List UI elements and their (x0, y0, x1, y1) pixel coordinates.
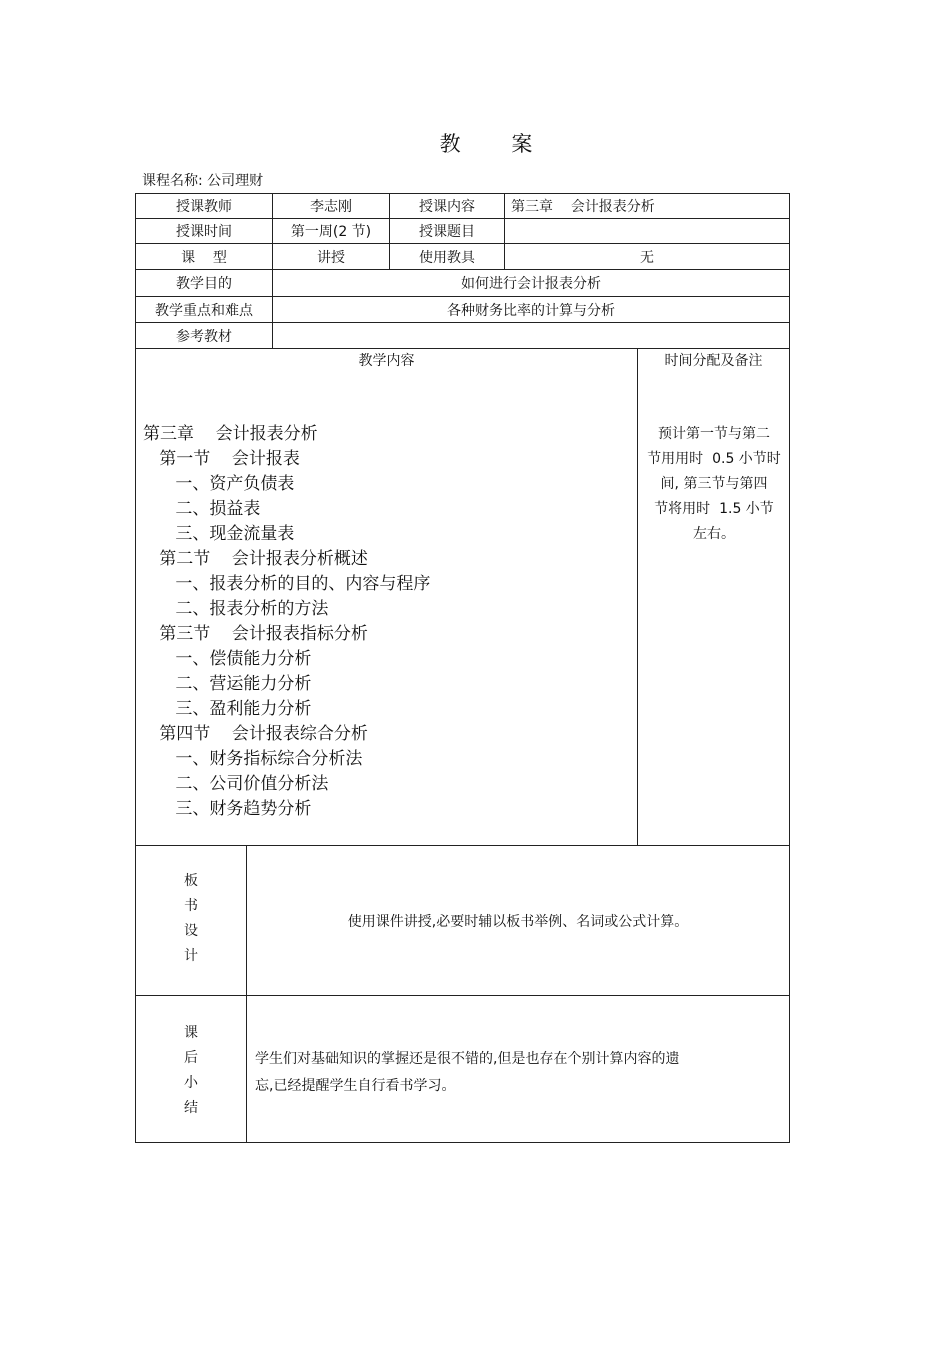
reference-label: 参考教材 (176, 328, 232, 345)
summary-label-char: 后 (184, 1050, 198, 1066)
board-label-char: 板 (184, 873, 198, 889)
board-label-char: 设 (184, 923, 198, 939)
outline-line: 三、财务趋势分析 (143, 799, 312, 819)
summary-label-char: 小 (184, 1075, 198, 1091)
board-label (136, 869, 246, 969)
course-name-line (142, 170, 263, 190)
time-note-line: 预计第一节与第二 (658, 426, 770, 442)
time-header: 时间分配及备注 (664, 353, 763, 369)
outline-line: 三、现金流量表 (143, 524, 295, 544)
lesson-plan-table (135, 193, 790, 1143)
summary-line: 学生们对基础知识的掌握还是很不错的,但是也存在个别计算内容的遗 (255, 1051, 680, 1067)
outline-line: 第四节 会计报表综合分析 (143, 724, 368, 744)
board-label-char: 计 (184, 948, 198, 964)
outline-line: 第三节 会计报表指标分析 (143, 624, 368, 644)
course-name: 公司理财 (207, 173, 264, 189)
outline-line: 第二节 会计报表分析概述 (143, 549, 368, 569)
outline-line: 二、营运能力分析 (143, 674, 312, 694)
outline-line: 一、偿债能力分析 (143, 649, 312, 669)
summary-line: 忘,已经提醒学生自行看书学习。 (255, 1078, 456, 1094)
time-note-line: 节用用时 0.5 小节时 (647, 451, 781, 467)
content-outline (143, 422, 430, 822)
focus-label: 教学重点和难点 (155, 302, 253, 319)
goal-label: 教学目的 (176, 276, 232, 292)
board-label-char: 书 (184, 898, 198, 914)
summary-label-char: 课 (184, 1025, 198, 1041)
outline-line: 第一节 会计报表 (143, 449, 300, 469)
tools-label: 使用教具 (419, 249, 475, 266)
reference-value (273, 323, 789, 348)
summary-label (136, 1021, 246, 1121)
teacher-value: 李志刚 (310, 199, 352, 215)
page-title: 教 案 (439, 132, 555, 156)
outline-line: 一、财务指标综合分析法 (143, 749, 363, 769)
time-note-line: 节将用时 1.5 小节 (654, 501, 774, 517)
outline-line: 第三章 会计报表分析 (143, 424, 318, 444)
outline-line: 二、损益表 (143, 499, 261, 519)
goal-value: 如何进行会计报表分析 (461, 276, 601, 292)
tools-value: 无 (640, 249, 654, 266)
content-value: 第三章 会计报表分析 (511, 199, 655, 215)
content-label: 授课内容 (419, 199, 475, 215)
outline-line: 二、报表分析的方法 (143, 599, 329, 619)
outline-line: 一、资产负债表 (143, 474, 295, 494)
summary-label-char: 结 (184, 1100, 198, 1116)
focus-value: 各种财务比率的计算与分析 (447, 302, 615, 319)
time-note-line: 左右。 (693, 526, 735, 542)
topic-value (505, 219, 789, 243)
board-text: 使用课件讲授,必要时辅以板书举例、名词或公式计算。 (347, 913, 689, 930)
outline-line: 一、报表分析的目的、内容与程序 (143, 574, 431, 594)
time-note-line: 间, 第三节与第四 (660, 476, 768, 492)
outline-line: 二、公司价值分析法 (143, 774, 329, 794)
time-value: 第一周(2 节) (290, 224, 372, 240)
outline-line: 三、盈利能力分析 (143, 699, 312, 719)
topic-label: 授课题目 (419, 224, 475, 240)
type-value: 讲授 (317, 249, 345, 266)
content-header: 教学内容 (358, 353, 415, 369)
time-note (644, 422, 784, 547)
summary-text (255, 1046, 785, 1100)
course-label: 课程名称: (142, 173, 203, 189)
teacher-label: 授课教师 (176, 199, 232, 215)
time-label: 授课时间 (176, 224, 232, 240)
type-label: 课 型 (181, 249, 227, 266)
